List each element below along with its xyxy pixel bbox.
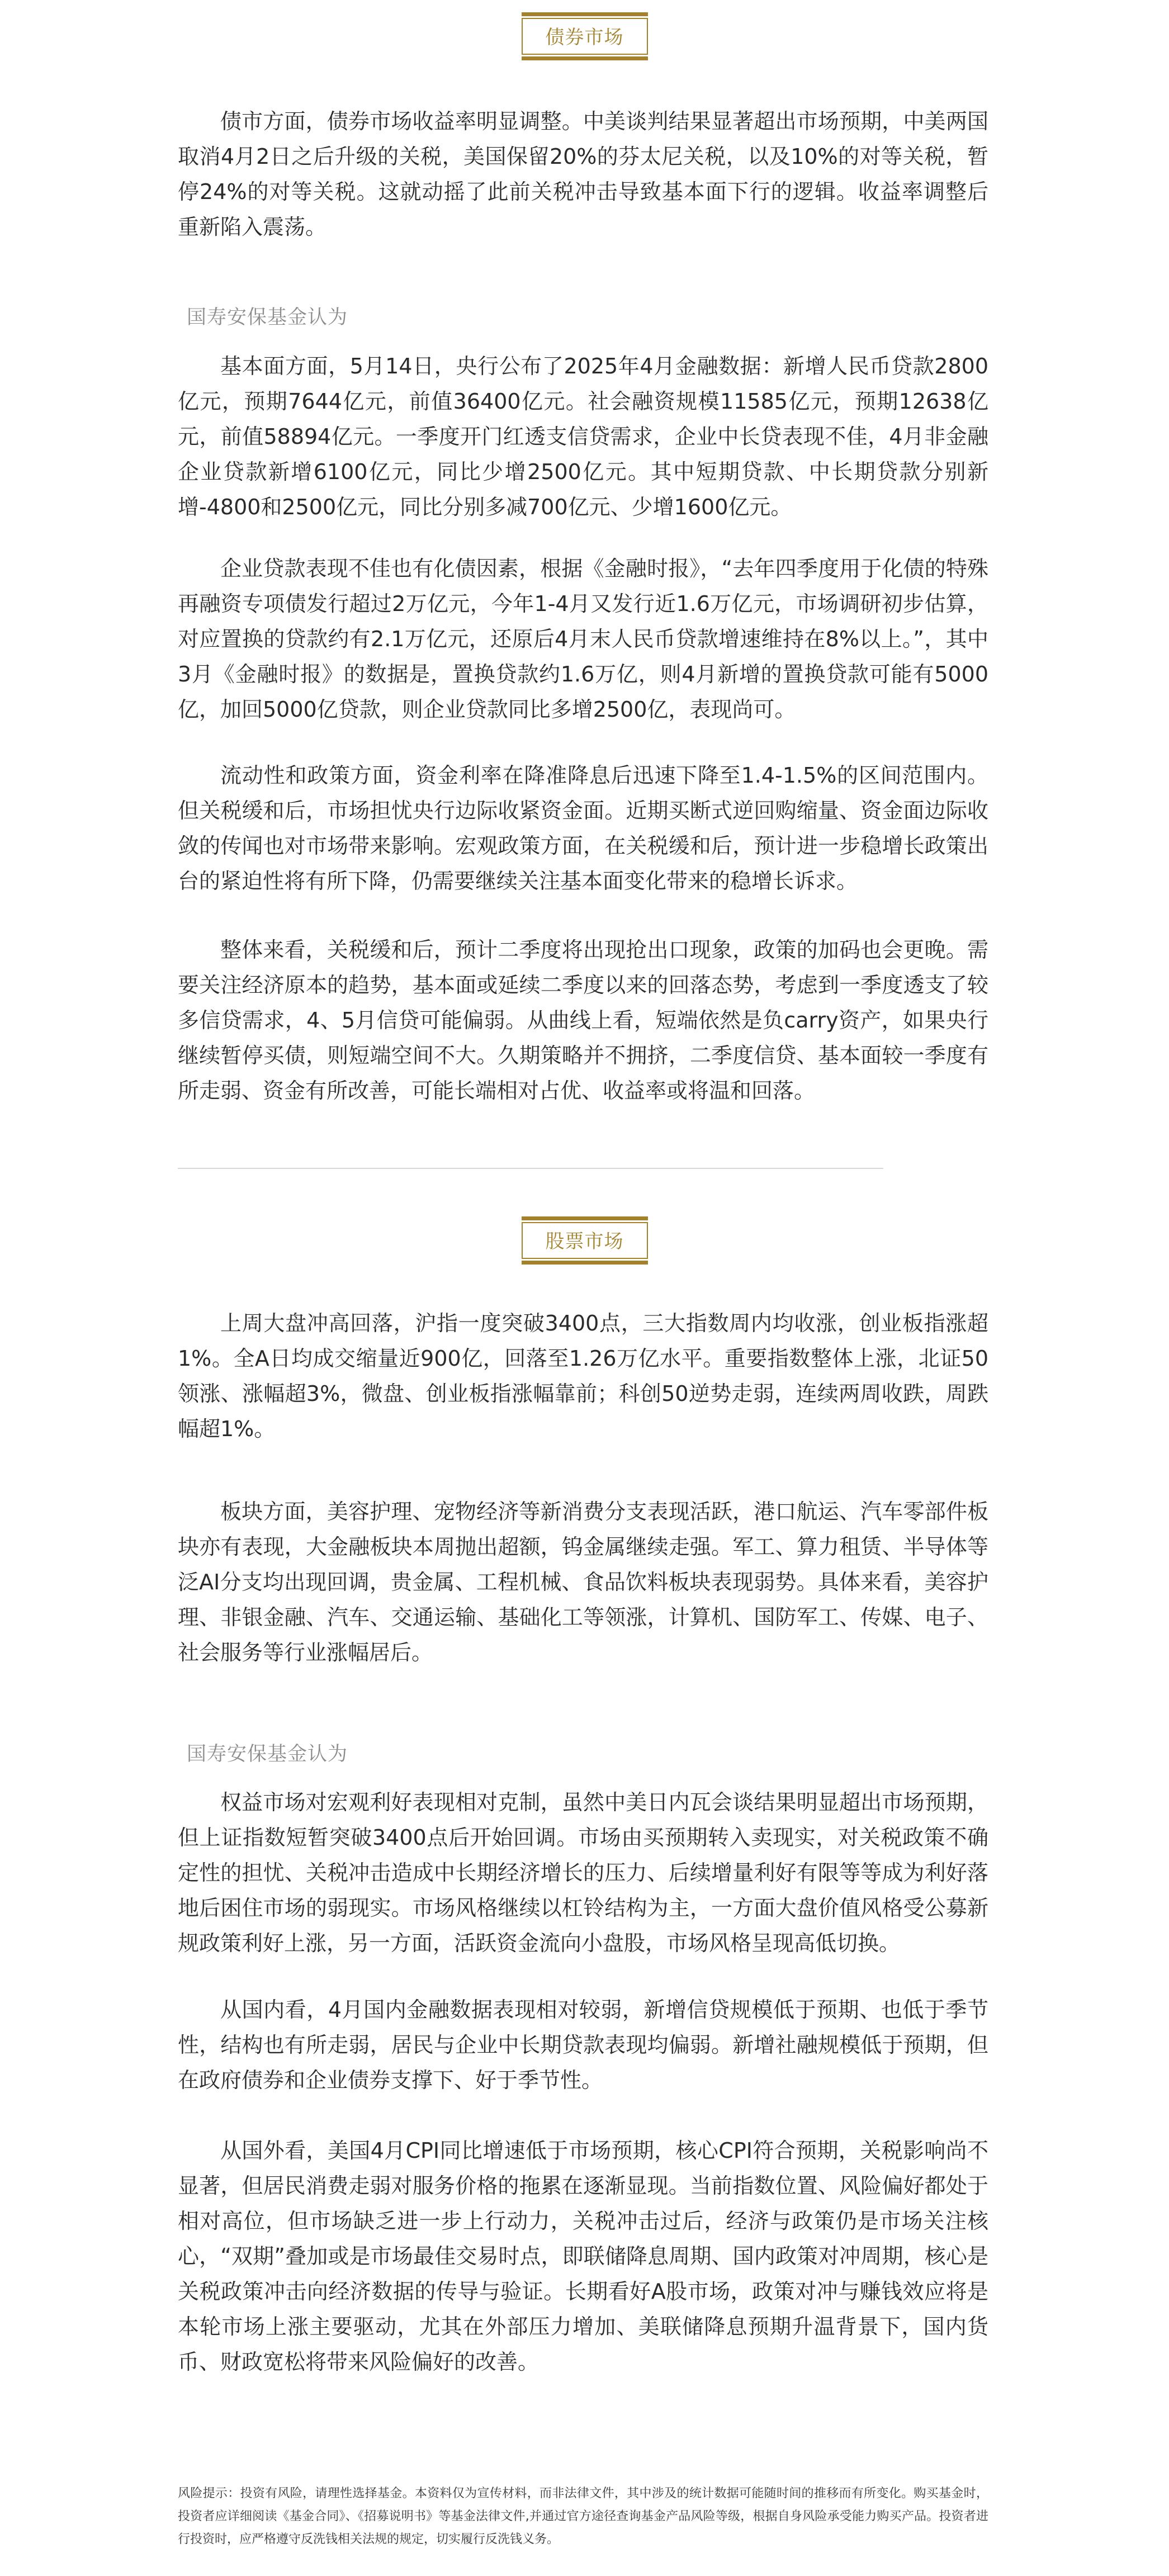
bond-para-2-block: [178, 349, 988, 525]
stock-para-3-block: [178, 1785, 988, 1961]
bond-paragraph: 债市方面，债券市场收益率明显调整。中美谈判结果显著超出市场预期，中美两国取消4月2日之后升级的关税，美国保留20%的芬太尼关税，以及10%的对等关税，暂停24%的对等关税。这就动摇了此前关税冲击导致基本面下行的逻辑。收益率调整后重新陷入震荡。: [178, 109, 988, 239]
bond-paragraph: 企业贷款表现不佳也有化债因素，根据《金融时报》，“去年四季度用于化债的特殊再融资专项债发行超过2万亿元，今年1-4月又发行近1.6万亿元，市场调研初步估算，对应置换的贷款约有2.1万亿元，还原后4月末人民币贷款增速维持在8%以上。”，其中3月《金融时报》的数据是，置换贷款约1.6万亿，则4月新增的置换贷款可能有5000亿，加回5000亿贷款，则企业贷款同比多增2500亿，表现尚可。: [178, 556, 988, 722]
bond-section-header: [0, 18, 1169, 55]
stock-para-1-block: [178, 1306, 988, 1447]
bond-view-label: 国寿安保基金认为: [187, 306, 348, 329]
stock-section-header: [0, 1222, 1169, 1259]
risk-disclaimer: 风险提示：投资有风险，请理性选择基金。本资料仅为宣传材料，而非法律文件，其中涉及的统计数据可能随时间的推移而有所变化。购买基金时，投资者应详细阅读《基金合同》、《招募说明书》等基金法律文件,并通过官方途径查询基金产品风险等级，根据自身风险承受能力购买产品。投资者进行投资时，应严格遵守反洗钱相关法规的规定，切实履行反洗钱义务。: [178, 2487, 988, 2546]
stock-paragraph: 从国内看，4月国内金融数据表现相对较弱，新增信贷规模低于预期、也低于季节性，结构也有所走弱，居民与企业中长期贷款表现均偏弱。新增社融规模低于预期，但在政府债券和企业债券支撑下、好于季节性。: [178, 1997, 988, 2092]
bond-para-1-block: [178, 104, 988, 245]
bond-section-title: 债券市场: [522, 18, 648, 55]
bond-para-3-block: [178, 551, 988, 727]
stock-paragraph: 从国外看，美国4月CPI同比增速低于市场预期，核心CPI符合预期，关税影响尚不显著，但居民消费走弱对服务价格的拖累在逐渐显现。当前指数位置、风险偏好都处于相对高位，但市场缺乏进一步上行动力，关税冲击过后，经济与政策仍是市场关注核心，“双期”叠加或是市场最佳交易时点，即联储降息周期、国内政策对冲周期，核心是关税政策冲击向经济数据的传导与验证。长期看好A股市场，政策对冲与赚钱效应将是本轮市场上涨主要驱动，尤其在外部压力增加、美联储降息预期升温背景下，国内货币、财政宽松将带来风险偏好的改善。: [178, 2138, 988, 2374]
bond-para-4-block: [178, 758, 988, 899]
bond-paragraph: 整体来看，关税缓和后，预计二季度将出现抢出口现象，政策的加码也会更晚。需要关注经济原本的趋势，基本面或延续二季度以来的回落态势，考虑到一季度透支了较多信贷需求，4、5月信贷可能偏弱。从曲线上看，短端依然是负carry资产，如果央行继续暂停买债，则短端空间不大。久期策略并不拥挤，二季度信贷、基本面较一季度有所走弱、资金有所改善，可能长端相对占优、收益率或将温和回落。: [178, 937, 988, 1103]
stock-paragraph: 上周大盘冲高回落，沪指一度突破3400点，三大指数周内均收涨，创业板指涨超1%。全A日均成交缩量近900亿，回落至1.26万亿水平。重要指数整体上涨，北证50领涨、涨幅超3%，微盘、创业板指涨幅靠前；科创50逆势走弱，连续两周收跌，周跌幅超1%。: [178, 1311, 988, 1441]
stock-view-label: 国寿安保基金认为: [187, 1743, 348, 1765]
section-divider: [178, 1168, 883, 1169]
stock-paragraph: 板块方面，美容护理、宠物经济等新消费分支表现活跃，港口航运、汽车零部件板块亦有表现，大金融板块本周抛出超额，钨金属继续走强。军工、算力租赁、半导体等泛AI分支均出现回调，贵金属、工程机械、食品饮料板块表现弱势。具体来看，美容护理、非银金融、汽车、交通运输、基础化工等领涨，计算机、国防军工、传媒、电子、社会服务等行业涨幅居后。: [178, 1499, 988, 1665]
stock-para-5-block: [178, 2133, 988, 2380]
bond-para-5-block: [178, 932, 988, 1109]
stock-para-4-block: [178, 1992, 988, 2098]
stock-paragraph: 权益市场对宏观利好表现相对克制，虽然中美日内瓦会谈结果明显超出市场预期，但上证指数短暂突破3400点后开始回调。市场由买预期转入卖现实，对关税政策不确定性的担忧、关税冲击造成中长期经济增长的压力、后续增量利好有限等等成为利好落地后困住市场的弱现实。市场风格继续以杠铃结构为主，一方面大盘价值风格受公募新规政策利好上涨，另一方面，活跃资金流向小盘股，市场风格呈现高低切换。: [178, 1790, 988, 1955]
bond-paragraph: 基本面方面，5月14日，央行公布了2025年4月金融数据：新增人民币贷款2800亿元，预期7644亿元，前值36400亿元。社会融资规模11585亿元，预期12638亿元，前值58894亿元。一季度开门红透支信贷需求，企业中长贷表现不佳，4月非金融企业贷款新增6100亿元，同比少增2500亿元。其中短期贷款、中长期贷款分别新增-4800和2500亿元，同比分别多减700亿元、少增1600亿元。: [178, 354, 988, 519]
stock-para-2-block: [178, 1494, 988, 1670]
stock-section-title: 股票市场: [522, 1222, 648, 1259]
bond-paragraph: 流动性和政策方面，资金利率在降准降息后迅速下降至1.4-1.5%的区间范围内。但关税缓和后，市场担忧央行边际收紧资金面。近期买断式逆回购缩量、资金面边际收敛的传闻也对市场带来影响。宏观政策方面，在关税缓和后，预计进一步稳增长政策出台的紧迫性将有所下降，仍需要继续关注基本面变化带来的稳增长诉求。: [178, 763, 988, 893]
